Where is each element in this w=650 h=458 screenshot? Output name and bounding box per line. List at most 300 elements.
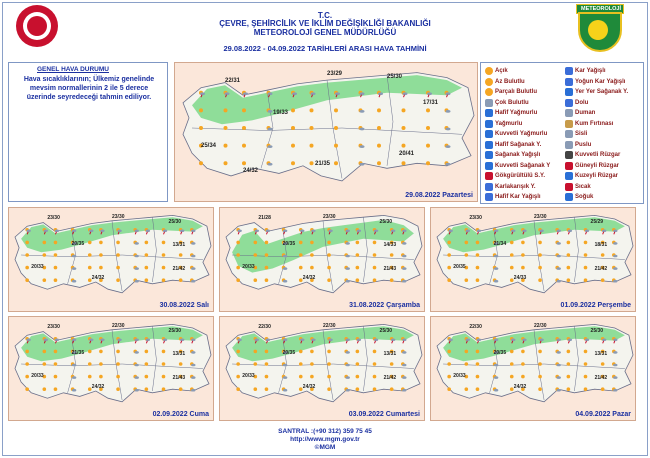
turkey-map-small [433,210,635,300]
sun-icon [327,253,331,257]
sun-icon [426,161,430,165]
sun-icon [162,253,166,257]
main-forecast-panel [174,62,478,202]
temp-label: 24/33 [513,274,527,281]
sun-icon [521,375,525,379]
sun-icon [236,362,240,366]
temp-label: 24/32 [91,383,105,390]
legend-label: Çok Bulutlu [495,99,529,106]
day-label: 30.08.2022 Salı [159,302,209,309]
legend-item [565,161,619,171]
sun-icon [116,387,120,391]
sun-icon [310,161,314,165]
sun-icon [373,362,377,366]
sun-icon [334,161,338,165]
sun-icon [265,266,269,270]
sun-icon [327,278,331,282]
sun-icon [310,253,314,257]
sun-icon [179,278,183,282]
sun-icon [567,362,571,366]
temp-label: 23/29 [327,71,343,78]
legend-item [485,98,529,108]
sun-icon [236,266,240,270]
sun-icon [54,350,58,354]
sun-icon [567,350,571,354]
sun-icon [584,375,588,379]
sun-icon [538,253,542,257]
sun-icon [88,375,92,379]
legend-label: Güneyli Rüzgar [575,162,620,169]
legend-item [485,129,547,139]
temp-label: 25/30 [590,328,604,334]
south-wind-icon [565,162,573,170]
sun-icon [88,350,92,354]
legend-label: Yoğun Kar Yağışlı [575,78,626,85]
sun-icon [224,161,228,165]
temp-label: 24/32 [513,383,527,390]
sun-icon [43,387,47,391]
sun-icon [310,108,314,112]
sun-icon [447,387,451,391]
sun-icon [373,266,377,270]
sun-icon [54,253,58,257]
legend-label: Açık [495,68,508,74]
temp-label: 20/35 [282,349,296,356]
sun-icon [99,241,103,245]
temp-label: 22/30 [323,322,336,329]
sun-icon [447,266,451,270]
legend-item [565,140,591,150]
sun-icon [310,144,314,148]
sun-icon [567,266,571,270]
sun-icon [327,266,331,270]
sun-icon [224,126,228,130]
sun-icon [242,144,246,148]
sun-icon [465,362,469,366]
sun-icon [236,375,240,379]
sun-icon [538,387,542,391]
sun-icon [567,387,571,391]
sun-icon [476,375,480,379]
temp-label: 20/35 [453,264,466,270]
sun-icon [224,108,228,112]
sun-icon [465,241,469,245]
sun-icon [299,350,303,354]
turkey-map-small [11,210,213,300]
temp-label: 23/30 [47,215,60,222]
sun-icon [299,362,303,366]
day-label: 01.09.2022 Perşembe [560,302,631,309]
legend-item [565,129,587,139]
sun-icon [25,362,29,366]
sun-icon [356,266,360,270]
sun-icon [43,241,47,245]
smoke-icon [565,109,573,117]
sun-icon [88,241,92,245]
legend-item [565,150,620,160]
sun-icon [254,350,258,354]
cloudy-icon [485,99,493,107]
sun-icon [25,266,29,270]
sun-icon [265,362,269,366]
legend-item [485,87,537,97]
sun-icon [390,387,394,391]
local-shower-icon [565,88,573,96]
sun-icon [162,278,166,282]
sun-icon [465,387,469,391]
header-directorate: METEOROLOJİ GENEL MÜDÜRLÜĞÜ [253,28,397,37]
legend-item [565,192,593,202]
temp-label: 23/30 [534,213,547,220]
sun-icon [25,241,29,245]
legend-label: Sıcak [575,183,591,190]
legend-item [565,119,613,129]
sun-icon [88,362,92,366]
header-ministry: ÇEVRE, ŞEHİRCİLİK VE İKLİM DEĞİŞİKLİĞİ BAKANLIĞI [219,19,431,28]
sun-icon [145,266,149,270]
sun-icon [54,241,58,245]
hot-icon [565,183,573,191]
sun-icon [54,387,58,391]
legend-label: Kar Yağışlı [575,68,606,74]
temp-label: 14/33 [383,242,397,249]
temp-label: 23/30 [47,324,60,331]
sun-icon [402,108,406,112]
sun-icon [465,350,469,354]
sun-icon [538,266,542,270]
sun-icon [162,241,166,245]
sun-icon [99,266,103,270]
temp-label: 13/31 [172,242,186,249]
temp-label: 21/43 [172,374,186,381]
sun-icon [54,375,58,379]
sun-icon [373,375,377,379]
sun-icon [584,387,588,391]
sun-icon [356,350,360,354]
header-tc: T.C. [317,11,333,20]
sun-icon [373,350,377,354]
legend-label: Kum Fırtınası [575,120,614,127]
sun-icon [476,253,480,257]
temp-label: 21/42 [594,374,608,381]
shower-icon [485,151,493,159]
legend-label: Kuzeyli Rüzgar [575,173,619,179]
sun-icon [162,350,166,354]
sun-icon [327,375,331,379]
temp-label: 21/42 [383,374,397,381]
temp-label: 25/30 [379,328,393,334]
sun-icon [145,375,149,379]
sun-icon [447,350,451,354]
sun-icon [447,241,451,245]
light-rain-icon [485,109,493,117]
sun-icon [567,375,571,379]
sun-icon [356,278,360,282]
temp-label: 20/35 [71,240,85,247]
day-label: 31.08.2022 Çarşamba [349,302,420,309]
sun-icon [54,266,58,270]
heavy-snow-icon [565,78,573,86]
temp-label: 20/33 [31,264,44,270]
sun-icon [476,266,480,270]
legend-label: Yağmurlu [495,120,523,127]
sun-icon [25,387,29,391]
sun-icon [265,387,269,391]
sun-icon [426,126,430,130]
legend-label: Soğuk [575,194,594,200]
sun-icon [601,387,605,391]
sun-icon [242,161,246,165]
temp-label: 22/30 [258,324,271,331]
temp-label: 25/30 [168,219,182,225]
sun-icon [242,108,246,112]
rain-icon [485,120,493,128]
sun-icon [145,278,149,282]
temp-label: 13/31 [594,351,608,358]
sun-icon [584,266,588,270]
legend-label: Kuvvetli Yağmurlu [495,131,548,137]
sun-icon [373,241,377,245]
sun-icon [402,161,406,165]
sun-icon [510,350,514,354]
sun-icon [584,350,588,354]
temp-label: 23/30 [323,213,336,220]
sun-icon [476,362,480,366]
temp-label: 20/41 [399,150,415,157]
temp-label: 20/35 [493,349,507,356]
temp-label: 21/35 [315,160,331,167]
legend-label: Kuvvetli Rüzgar [575,152,621,158]
sun-icon [601,278,605,282]
partly-cloudy-icon [485,88,493,96]
header-dates: 29.08.2022 - 04.09.2022 TARİHLERİ ARASI HAVA TAHMİNİ [223,44,427,53]
sun-icon [327,362,331,366]
sun-icon [116,253,120,257]
header [0,0,650,62]
fog-icon [565,130,573,138]
legend-label: Duman [575,110,596,116]
sun-icon [310,241,314,245]
sun-icon [510,362,514,366]
sun-icon [265,350,269,354]
sun-icon [199,108,203,112]
legend-item [485,161,550,171]
sun-icon [254,362,258,366]
sun-icon [43,350,47,354]
legend-box [480,62,644,204]
legend-item [485,66,508,76]
legend-label: Kuvvetli Sağanak Y [495,162,551,169]
sun-icon [510,241,514,245]
sun-icon [476,278,480,282]
general-title: GENEL HAVA DURUMU [37,66,109,73]
temp-label: 25/34 [201,143,217,150]
temp-label: 22/31 [225,77,241,84]
sun-icon [447,362,451,366]
footer-url: http://www.mgm.gov.tr [290,436,360,443]
sun-icon [145,241,149,245]
sun-icon [199,161,203,165]
sun-icon [299,253,303,257]
legend-label: Sisli [575,131,588,137]
partly-sun-icon [485,78,493,86]
sun-icon [521,350,525,354]
sun-icon [402,144,406,148]
sun-icon [356,253,360,257]
sun-icon [25,253,29,257]
sun-icon [521,266,525,270]
sun-icon [254,253,258,257]
turkey-map-small [222,319,424,409]
legend-item [565,182,591,192]
day-label: 04.09.2022 Pazar [575,411,631,418]
legend-item [485,171,545,181]
sun-icon [116,350,120,354]
sleet-icon [485,183,493,191]
legend-label: Karlakarışık Y. [495,183,536,190]
legend-item [565,66,606,76]
sun-icon [356,375,360,379]
snow-icon [565,67,573,75]
sun-icon [521,253,525,257]
temp-label: 22/30 [112,322,125,329]
main-day-label: 29.08.2022 Pazartesi [405,192,473,199]
sun-icon [567,278,571,282]
heavy-shower-icon [485,162,493,170]
turkey-map-small [433,319,635,409]
temp-label: 24/32 [243,168,259,175]
sun-icon [291,126,295,130]
sun-icon [265,375,269,379]
sun-icon [356,362,360,366]
sun-icon [162,375,166,379]
sun-icon [601,253,605,257]
sun-icon [88,253,92,257]
sun-icon [373,387,377,391]
sun-icon [25,350,29,354]
sun-icon [88,266,92,270]
sun-icon [25,278,29,282]
sun-icon [390,362,394,366]
sun-icon [584,278,588,282]
sun-icon [236,253,240,257]
sun-icon [162,266,166,270]
legend-label: Puslu [575,141,592,148]
sun-icon [390,253,394,257]
temp-label: 17/31 [423,100,439,107]
sun-icon [377,144,381,148]
meteoroloji-logo-icon: METEOROLOJİ [576,4,626,54]
sun-icon [476,241,480,245]
sun-icon [254,278,258,282]
sun-icon [334,126,338,130]
sun-icon [447,278,451,282]
temp-label: 22/30 [469,324,482,331]
sun-icon [426,108,430,112]
sun-icon [179,362,183,366]
temp-label: 20/33 [453,373,466,379]
footer-copyright: ©MGM [314,444,336,451]
sun-icon [162,387,166,391]
day-forecast-panel [8,207,214,312]
sun-icon [334,144,338,148]
temp-label: 20/33 [242,373,255,379]
temp-label: 25/30 [168,328,182,334]
temp-label: 24/32 [302,274,316,281]
sun-icon [54,278,58,282]
sun-icon [265,278,269,282]
sun-icon [390,278,394,282]
sun-icon [99,350,103,354]
sun-icon [99,253,103,257]
legend-item [565,87,628,97]
sun-icon [116,278,120,282]
sun-icon [236,350,240,354]
sun-icon [485,67,493,75]
haze-icon [565,141,573,149]
temp-label: 21/42 [172,265,186,272]
legend-item [485,182,536,192]
sun-icon [334,108,338,112]
sun-icon [254,387,258,391]
heavy-rain-icon [485,130,493,138]
sun-icon [538,362,542,366]
sun-icon [43,278,47,282]
sun-icon [25,375,29,379]
sun-icon [291,108,295,112]
legend-label: Hafif Kar Yağışlı [495,194,541,200]
legend-item [485,108,537,118]
footer-phone: SANTRAL :(+90 312) 359 75 45 [278,428,372,435]
temp-label: 25/30 [387,73,403,80]
temp-label: 24/32 [302,383,316,390]
sun-icon [476,387,480,391]
legend-item [485,140,541,150]
sun-icon [538,375,542,379]
sun-icon [538,350,542,354]
sun-icon [356,387,360,391]
temp-label: 24/32 [91,274,105,281]
sun-icon [179,387,183,391]
legend-label: Yer Yer Sağanak Y. [575,89,629,95]
legend-item [485,77,525,87]
hail-icon [565,99,573,107]
sun-icon [426,144,430,148]
sun-icon [145,362,149,366]
temp-label: 21/35 [71,349,85,356]
sun-icon [601,362,605,366]
sun-icon [310,350,314,354]
sun-icon [236,387,240,391]
sun-icon [162,362,166,366]
sun-icon [447,253,451,257]
sun-icon [584,241,588,245]
day-forecast-panel [430,316,636,421]
sun-icon [584,253,588,257]
sun-icon [327,387,331,391]
sun-icon [465,253,469,257]
sun-icon [310,362,314,366]
strong-wind-icon [565,151,573,159]
legend-item [565,108,595,118]
sun-icon [377,161,381,165]
sun-icon [373,253,377,257]
turkey-map-small [11,319,213,409]
day-forecast-panel [8,316,214,421]
temp-label: 13/31 [172,351,186,358]
sun-icon [224,144,228,148]
sun-icon [291,161,295,165]
